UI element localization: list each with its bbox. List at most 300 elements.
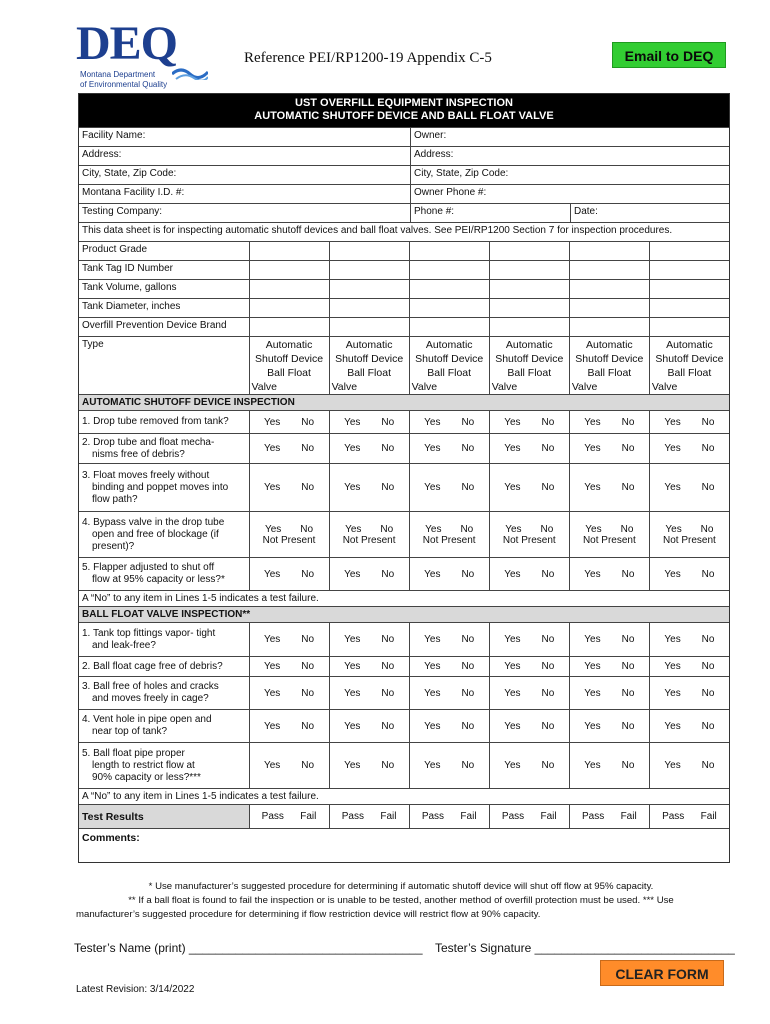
bfv-item-3-yes[interactable]: Yes: [584, 687, 601, 699]
product-grade-row-input[interactable]: [249, 242, 329, 260]
bfv-item-1-yes[interactable]: Yes: [263, 634, 281, 645]
type-row: [79, 336, 729, 394]
asd-item-1-no[interactable]: No: [621, 416, 635, 428]
tank-tag-row-input[interactable]: [329, 261, 409, 279]
bfv-item-5-cell: [489, 743, 569, 788]
bfv-item-5-no[interactable]: No: [621, 760, 635, 771]
city-state-zip-field[interactable]: City, State, Zip Code:: [82, 168, 177, 179]
asd-item-3-no[interactable]: No: [701, 482, 715, 493]
asd-item-4-not-present[interactable]: Not Present: [663, 534, 716, 546]
bfv-item-4-no[interactable]: No: [381, 720, 395, 732]
bfv-item-5-cell: [329, 743, 409, 788]
bfv-item-1-choices: [330, 634, 409, 645]
asd-item-4-no[interactable]: No: [300, 523, 314, 535]
type-option-line: Valve: [251, 380, 277, 393]
asd-item-4-not-present[interactable]: Not Present: [262, 534, 316, 546]
bfv-item-5-no[interactable]: No: [541, 760, 555, 771]
asd-item-4-yes[interactable]: Yes: [505, 523, 522, 535]
product-grade-row-input[interactable]: [649, 242, 729, 260]
asd-item-5-no[interactable]: No: [461, 568, 475, 580]
asd-item-3-no[interactable]: No: [461, 482, 475, 493]
asd-item-3-choices: [650, 482, 729, 493]
tank-volume-row-input[interactable]: [329, 280, 409, 298]
bfv-item-3-choices: [490, 688, 569, 699]
bfv-item-1-yes[interactable]: Yes: [424, 634, 441, 645]
bfv-item-5-yes[interactable]: Yes: [424, 760, 441, 771]
bfv-item-4-choices: [410, 721, 489, 732]
bfv-item-4-no[interactable]: No: [541, 720, 555, 732]
asd-item-4-choices: [410, 524, 489, 546]
tank-tag-row-input[interactable]: [249, 261, 329, 279]
bfv-item-1-cell: [569, 623, 649, 656]
asd-item-3-yes[interactable]: Yes: [344, 482, 361, 493]
pass-option[interactable]: Pass: [662, 811, 685, 822]
bfv-item-3-no[interactable]: No: [541, 687, 555, 699]
asd-item-5-no[interactable]: No: [701, 568, 715, 580]
bfv-item-5-choices: [490, 760, 569, 771]
bfv-item-4-yes[interactable]: Yes: [504, 720, 521, 732]
bfv-item-2-yes[interactable]: Yes: [664, 661, 681, 672]
asd-item-3-no[interactable]: No: [381, 482, 395, 493]
asd-item-5-choices: [410, 569, 489, 580]
bfv-item-3-no[interactable]: No: [461, 687, 475, 699]
bfv-item-5-yes[interactable]: Yes: [504, 760, 521, 771]
asd-item-4-not-present[interactable]: Not Present: [422, 534, 476, 546]
asd-item-5-text: 5. Flapper adjusted to shut off: [82, 562, 215, 573]
bfv-item-3-cell: [649, 677, 729, 709]
asd-item-1-no[interactable]: No: [541, 416, 555, 428]
email-deq-button[interactable]: Email to DEQ: [612, 42, 726, 68]
asd-item-1-yes[interactable]: Yes: [504, 416, 521, 428]
bfv-item-4-no[interactable]: No: [701, 720, 715, 732]
type-option-cell[interactable]: [249, 337, 329, 394]
asd-item-5: [79, 557, 729, 590]
tank-volume-row-input[interactable]: [569, 280, 649, 298]
bfv-item-5-label: [79, 743, 249, 788]
facility-id-field[interactable]: Montana Facility I.D. #:: [82, 187, 185, 198]
tank-diameter-row-input[interactable]: [649, 299, 729, 317]
tank-volume-row-input[interactable]: [649, 280, 729, 298]
asd-item-5-yes[interactable]: Yes: [424, 568, 441, 580]
asd-item-5-choices: [570, 569, 649, 580]
bfv-item-3-yes[interactable]: Yes: [263, 687, 281, 699]
fail-option[interactable]: Fail: [460, 811, 477, 822]
bfv-item-5-yes[interactable]: Yes: [664, 760, 681, 771]
product-grade-row-input[interactable]: [489, 242, 569, 260]
asd-item-4-not-present[interactable]: Not Present: [582, 534, 636, 546]
asd-item-3-cell: [489, 464, 569, 511]
asd-item-4-not-present[interactable]: Not Present: [502, 534, 556, 546]
tank-tag-row-input[interactable]: [569, 261, 649, 279]
asd-item-5-yes[interactable]: Yes: [263, 568, 281, 580]
deq-logo: [76, 17, 216, 90]
asd-item-1-yes[interactable]: Yes: [344, 416, 361, 428]
bfv-item-5-no[interactable]: No: [381, 760, 395, 771]
asd-item-2-yes[interactable]: Yes: [504, 443, 521, 454]
asd-item-5-no[interactable]: No: [541, 568, 555, 580]
asd-item-3-no[interactable]: No: [621, 482, 635, 493]
asd-item-2-cell: [649, 434, 729, 463]
inspection-form: [78, 93, 730, 863]
type-option-line: Shutoff Device: [335, 352, 404, 365]
asd-item-1-cell: [249, 411, 329, 433]
header-line-2: AUTOMATIC SHUTOFF DEVICE AND BALL FLOAT VALVE: [254, 110, 554, 122]
bfv-item-4-no[interactable]: No: [301, 720, 315, 732]
asd-item-4-yes-no: [490, 524, 569, 535]
asd-item-2-no[interactable]: No: [461, 443, 475, 454]
tank-diameter-row-input[interactable]: [489, 299, 569, 317]
bfv-item-4-text: 4. Vent hole in pipe open and: [82, 714, 212, 725]
asd-item-2-choices: [410, 443, 489, 454]
bfv-item-2-cell: [249, 657, 329, 676]
asd-item-2-choices: [650, 443, 729, 454]
asd-item-3-cell: [569, 464, 649, 511]
bfv-item-3-choices: [330, 688, 409, 699]
asd-item-5-yes[interactable]: Yes: [664, 568, 681, 580]
asd-item-1-choices: [490, 417, 569, 428]
bfv-item-3-no[interactable]: No: [621, 687, 635, 699]
footnote-1: * Use manufacturer’s suggested procedure for determining if automatic shutoff device will shut off flow at 95% capacity.: [148, 881, 654, 892]
bfv-item-4-choices: [490, 721, 569, 732]
asd-item-5-no[interactable]: No: [301, 568, 315, 580]
bfv-item-5-cell: [569, 743, 649, 788]
date-field[interactable]: Date:: [570, 204, 729, 222]
product-grade-row-input[interactable]: [329, 242, 409, 260]
asd-item-3-no[interactable]: No: [541, 482, 555, 493]
bfv-item-2-no[interactable]: No: [701, 661, 715, 672]
facility-name-field[interactable]: Facility Name:: [82, 130, 146, 141]
asd-item-4-choices: [330, 524, 409, 546]
asd-item-1-no[interactable]: No: [461, 416, 475, 428]
bfv-item-2-no[interactable]: No: [621, 661, 635, 672]
wave-icon: [172, 64, 208, 80]
device-brand-row-label: Overfill Prevention Device Brand: [82, 320, 227, 331]
bfv-item-5-yes[interactable]: Yes: [344, 760, 361, 771]
bfv-item-4: [79, 709, 729, 742]
pass-option[interactable]: Pass: [581, 811, 605, 822]
type-option-cell[interactable]: [649, 337, 729, 394]
asd-item-2-cell: [409, 434, 489, 463]
bfv-item-3-no[interactable]: No: [701, 687, 715, 699]
asd-item-4-cell: [649, 512, 729, 557]
asd-item-2-yes[interactable]: Yes: [263, 443, 281, 454]
testing-company-field[interactable]: Testing Company:: [82, 206, 163, 217]
fail-option[interactable]: Fail: [620, 811, 637, 822]
logo-subtitle: [80, 70, 167, 90]
asd-item-1-yes[interactable]: Yes: [664, 416, 681, 428]
bfv-item-2-choices: [650, 661, 729, 672]
asd-item-2-choices: [330, 443, 409, 454]
tank-tag-row-input[interactable]: [409, 261, 489, 279]
asd-item-4-yes-no: [650, 524, 729, 535]
test-result-choices: [250, 811, 329, 822]
bfv-item-4-no[interactable]: No: [621, 720, 635, 732]
asd-section-title: AUTOMATIC SHUTOFF DEVICE INSPECTION: [79, 394, 729, 410]
bfv-item-1-yes[interactable]: Yes: [344, 634, 361, 645]
tank-tag-row-input[interactable]: [649, 261, 729, 279]
type-option-cell[interactable]: [489, 337, 569, 394]
phone-field[interactable]: Phone #:: [410, 204, 570, 222]
type-option-line: Shutoff Device: [655, 352, 724, 365]
product-grade-row-input[interactable]: [569, 242, 649, 260]
test-result-cell: [489, 805, 569, 828]
test-result-choices: [650, 811, 729, 822]
type-option-line: Valve: [331, 380, 358, 393]
bfv-item-4-choices: [330, 721, 409, 732]
asd-item-3-label: [79, 464, 249, 511]
asd-item-5-no[interactable]: No: [621, 568, 635, 580]
asd-item-1-yes[interactable]: Yes: [263, 416, 281, 428]
device-brand-row-input[interactable]: [409, 318, 489, 336]
tank-diameter-row-input[interactable]: [569, 299, 649, 317]
device-brand-row-input[interactable]: [569, 318, 649, 336]
asd-item-1-choices: [570, 417, 649, 428]
bfv-item-1-no[interactable]: No: [621, 634, 635, 645]
bfv-item-4-cell: [649, 710, 729, 742]
asd-item-4-yes[interactable]: Yes: [425, 523, 442, 535]
product-grade-row: [79, 241, 729, 260]
asd-item-4-yes[interactable]: Yes: [264, 523, 282, 535]
tank-tag-row-input[interactable]: [489, 261, 569, 279]
bfv-item-2-no[interactable]: No: [381, 661, 395, 672]
asd-item-2-choices: [490, 443, 569, 454]
bfv-item-5-choices: [410, 760, 489, 771]
bfv-item-5-no[interactable]: No: [461, 760, 475, 771]
bfv-item-2-yes[interactable]: Yes: [504, 661, 521, 672]
product-grade-row-label: Product Grade: [82, 244, 148, 255]
tank-diameter-row-input[interactable]: [329, 299, 409, 317]
asd-item-4-yes-no: [330, 524, 409, 535]
bfv-item-3-yes[interactable]: Yes: [664, 687, 681, 699]
bfv-item-4-choices: [570, 721, 649, 732]
tank-diameter-row-input[interactable]: [249, 299, 329, 317]
bfv-item-2-yes[interactable]: Yes: [424, 661, 441, 672]
bfv-item-1-no[interactable]: No: [701, 634, 715, 645]
bfv-item-3-yes[interactable]: Yes: [504, 687, 521, 699]
pass-option[interactable]: Pass: [421, 811, 445, 822]
asd-item-5-choices: [650, 569, 729, 580]
owner-city-state-zip-field[interactable]: City, State, Zip Code:: [410, 166, 729, 184]
type-option-line: Ball Float: [587, 366, 632, 379]
footnotes: [76, 880, 726, 922]
bfv-item-2-cell: [329, 657, 409, 676]
asd-item-3-yes[interactable]: Yes: [424, 482, 441, 493]
asd-item-4-no[interactable]: No: [460, 523, 474, 535]
asd-item-1-choices: [410, 417, 489, 428]
asd-item-4-yes[interactable]: Yes: [345, 523, 362, 535]
bfv-item-2-cell: [569, 657, 649, 676]
bfv-item-1-no[interactable]: No: [541, 634, 555, 645]
bfv-item-5-no[interactable]: No: [701, 760, 715, 771]
tank-volume-row-label: Tank Volume, gallons: [82, 282, 177, 293]
asd-item-3-yes[interactable]: Yes: [263, 482, 281, 493]
asd-item-4: [79, 511, 729, 557]
bfv-item-3-no[interactable]: No: [301, 687, 315, 699]
type-option-cell[interactable]: [329, 337, 409, 394]
bfv-item-1-yes[interactable]: Yes: [664, 634, 681, 645]
bfv-item-1: [79, 622, 729, 656]
asd-item-4-yes[interactable]: Yes: [585, 523, 602, 535]
device-brand-row-input[interactable]: [329, 318, 409, 336]
asd-item-5-text: flow at 95% capacity or less?*: [92, 574, 225, 585]
asd-item-1-yes[interactable]: Yes: [424, 416, 441, 428]
bfv-item-2-yes[interactable]: Yes: [263, 661, 281, 672]
bfv-item-4-choices: [250, 721, 329, 732]
bfv-item-1-cell: [649, 623, 729, 656]
asd-item-2-no[interactable]: No: [381, 443, 395, 454]
asd-item-3-yes[interactable]: Yes: [584, 482, 601, 493]
asd-item-5-cell: [489, 558, 569, 590]
asd-item-5-yes[interactable]: Yes: [584, 568, 601, 580]
asd-item-1-label: [79, 411, 249, 433]
bfv-item-5-choices: [330, 760, 409, 771]
asd-item-2: [79, 433, 729, 463]
owner-phone-field[interactable]: Owner Phone #:: [410, 185, 729, 203]
tank-volume-row-input[interactable]: [489, 280, 569, 298]
bfv-item-5-choices: [650, 760, 729, 771]
tester-name-field[interactable]: Tester’s Name (print) ___________________________________: [74, 941, 423, 955]
bfv-item-3-yes[interactable]: Yes: [424, 687, 441, 699]
asd-item-2-cell: [489, 434, 569, 463]
bfv-item-4-text: near top of tank?: [92, 726, 168, 737]
asd-item-2-no[interactable]: No: [701, 443, 715, 454]
type-option-line: Automatic: [666, 338, 713, 351]
pass-option[interactable]: Pass: [501, 811, 525, 822]
asd-item-3-yes[interactable]: Yes: [664, 482, 681, 493]
type-option-cell[interactable]: [409, 337, 489, 394]
bfv-section-title: BALL FLOAT VALVE INSPECTION**: [79, 606, 729, 622]
asd-item-3-yes[interactable]: Yes: [504, 482, 521, 493]
type-option-line: Automatic: [265, 338, 313, 351]
asd-item-2-no[interactable]: No: [301, 443, 315, 454]
asd-item-5-no[interactable]: No: [381, 568, 395, 580]
asd-item-2-text: nisms free of debris?: [92, 448, 185, 460]
bfv-item-5-text: 5. Ball float pipe proper: [82, 747, 185, 759]
asd-item-2-no[interactable]: No: [541, 443, 555, 454]
device-brand-row-input[interactable]: [649, 318, 729, 336]
test-results-label: Test Results: [79, 805, 249, 828]
bfv-item-4-cell: [409, 710, 489, 742]
asd-item-5-yes[interactable]: Yes: [344, 568, 361, 580]
bfv-item-2-yes[interactable]: Yes: [584, 661, 601, 672]
asd-item-4-cell: [409, 512, 489, 557]
asd-item-2-no[interactable]: No: [621, 443, 635, 454]
type-option-cell[interactable]: [569, 337, 649, 394]
footnote-2: ** If a ball float is found to fail the inspection or is unable to be tested, another method of overfill protection must be used. *** Use: [128, 895, 674, 906]
tester-line: [74, 941, 735, 955]
fail-option[interactable]: Fail: [700, 811, 717, 822]
test-result-choices: [490, 811, 569, 822]
asd-item-1-no[interactable]: No: [701, 416, 715, 428]
asd-item-2-yes[interactable]: Yes: [584, 443, 601, 454]
device-brand-row-input[interactable]: [249, 318, 329, 336]
bfv-item-4-cell: [569, 710, 649, 742]
tank-tag-row-label: Tank Tag ID Number: [82, 263, 173, 274]
tank-volume-row-input[interactable]: [249, 280, 329, 298]
bfv-item-5-yes[interactable]: Yes: [584, 760, 601, 771]
asd-item-4-no[interactable]: No: [620, 523, 634, 535]
bfv-item-1-yes[interactable]: Yes: [504, 634, 521, 645]
bfv-item-2-cell: [489, 657, 569, 676]
test-result-cell: [329, 805, 409, 828]
fail-option[interactable]: Fail: [300, 811, 317, 822]
type-option-line: Valve: [571, 380, 598, 393]
pass-option[interactable]: Pass: [341, 811, 364, 822]
bfv-item-5-cell: [649, 743, 729, 788]
asd-item-1-no[interactable]: No: [301, 416, 315, 428]
asd-item-1-yes[interactable]: Yes: [584, 416, 601, 428]
fail-option[interactable]: Fail: [540, 811, 557, 822]
asd-item-5-choices: [330, 569, 409, 580]
tester-signature-field[interactable]: Tester’s Signature ______________________________: [434, 941, 735, 955]
bfv-item-4-yes[interactable]: Yes: [664, 720, 681, 732]
owner-address-field[interactable]: Address:: [410, 147, 729, 165]
test-result-cell: [649, 805, 729, 828]
tank-volume-row-input[interactable]: [409, 280, 489, 298]
asd-item-3-cell: [409, 464, 489, 511]
asd-item-4-no[interactable]: No: [380, 523, 394, 535]
clear-form-button[interactable]: CLEAR FORM: [600, 960, 724, 986]
device-brand-row-input[interactable]: [489, 318, 569, 336]
asd-item-4-yes-no: [570, 524, 649, 535]
bfv-item-2-no[interactable]: No: [461, 661, 475, 672]
bfv-item-3-no[interactable]: No: [381, 687, 395, 699]
bfv-item-5-no[interactable]: No: [301, 760, 315, 771]
bfv-item-4-no[interactable]: No: [461, 720, 475, 732]
bfv-item-1-no[interactable]: No: [381, 634, 395, 645]
asd-item-2-yes[interactable]: Yes: [344, 443, 361, 454]
tank-diameter-row-input[interactable]: [409, 299, 489, 317]
bfv-item-2-no[interactable]: No: [541, 661, 555, 672]
bfv-item-4-yes[interactable]: Yes: [424, 720, 441, 732]
type-option-line: Shutoff Device: [254, 352, 324, 365]
bfv-item-4-yes[interactable]: Yes: [344, 720, 361, 732]
bfv-item-2-no[interactable]: No: [301, 661, 315, 672]
asd-item-5-cell: [569, 558, 649, 590]
bfv-item-1-no[interactable]: No: [461, 634, 475, 645]
asd-item-4-no[interactable]: No: [540, 523, 554, 535]
bfv-item-5: [79, 742, 729, 788]
type-option-line: Valve: [491, 380, 518, 393]
asd-item-4-no[interactable]: No: [700, 523, 714, 535]
bfv-item-1-yes[interactable]: Yes: [584, 634, 601, 645]
asd-item-2-yes[interactable]: Yes: [424, 443, 441, 454]
comments-field[interactable]: Comments:: [79, 828, 729, 862]
owner-field[interactable]: Owner:: [410, 128, 729, 146]
asd-item-1-no[interactable]: No: [381, 416, 395, 428]
asd-item-4-yes[interactable]: Yes: [665, 523, 682, 535]
bfv-item-1-no[interactable]: No: [301, 634, 315, 645]
type-option-line: Ball Float: [267, 366, 311, 379]
asd-item-2-cell: [569, 434, 649, 463]
reference-title: Reference PEI/RP1200-19 Appendix C-5: [244, 50, 492, 66]
bfv-item-4-yes[interactable]: Yes: [584, 720, 601, 732]
fail-option[interactable]: Fail: [380, 811, 397, 822]
address-field[interactable]: Address:: [82, 149, 122, 160]
bfv-item-2-yes[interactable]: Yes: [344, 661, 361, 672]
bfv-item-2-choices: [490, 661, 569, 672]
asd-item-3-no[interactable]: No: [301, 482, 315, 493]
product-grade-row-input[interactable]: [409, 242, 489, 260]
pass-option[interactable]: Pass: [261, 811, 284, 822]
type-label: Type: [82, 339, 104, 350]
asd-item-2-yes[interactable]: Yes: [664, 443, 681, 454]
bfv-item-3-yes[interactable]: Yes: [344, 687, 361, 699]
bfv-item-4-yes[interactable]: Yes: [263, 720, 281, 732]
asd-item-4-not-present[interactable]: Not Present: [342, 534, 396, 546]
bfv-item-5-yes[interactable]: Yes: [263, 760, 281, 771]
asd-item-5-yes[interactable]: Yes: [504, 568, 521, 580]
